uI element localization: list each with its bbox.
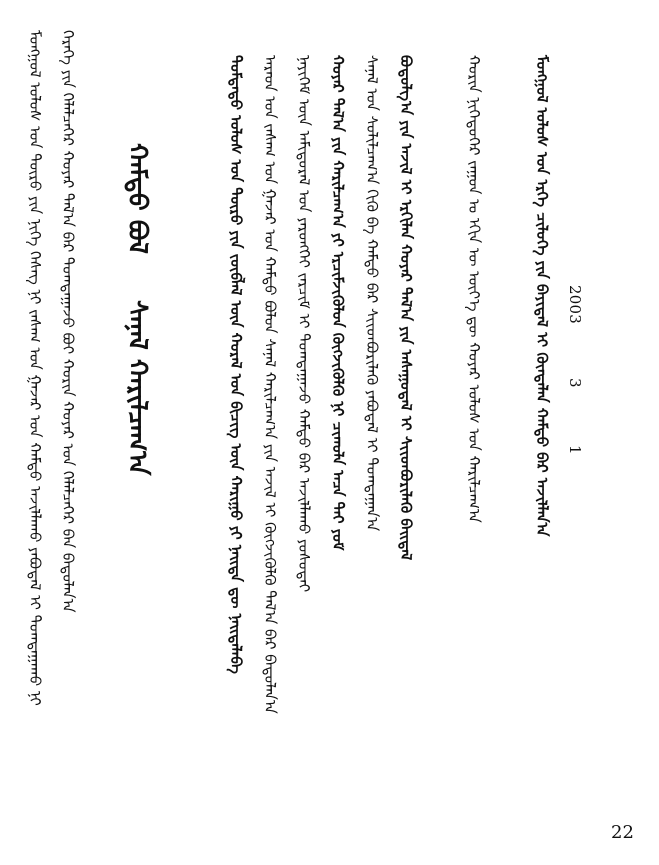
text-column-5: ᠨᠡᠶᠢᠭᠡᠮ ᠦᠨ ᠠᠮᠢᠳᠤᠷᠠᠯ ᠤᠨ ᠶᠡᠷᠦᠩᠬᠡᠢ ᠵᠠᠷᠴᠢᠮ ᠢ ᠲᠣᠭᠲᠠᠭᠠᠵᠤ ᠬᠠᠮᠲᠤ ᠪᠡᠷ ᠠᠵᠢᠯᠯᠠᠬᠤ ᠶᠤᠰᠤᠲᠠᠢ bbox=[295, 55, 313, 593]
text-column-9: ᠬᠣᠷᠢᠨ ᠨᠢᠭᠡᠳᠦᠭᠡᠷ ᠵᠠᠭᠤᠨ ᠤ ᠡᠬᠢᠨ ᠦ ᠦᠶ᠎ᠡ ᠳᠦ ᠬᠣᠶᠠᠷ ᠤᠯᠤᠰ ᠤᠨ ᠬᠠᠷᠢᠯᠴᠠᠭ᠎ᠠ bbox=[465, 55, 483, 523]
text-column-10: ᠮᠣᠩᠭᠣᠯ ᠤᠯᠤᠰ ᠤᠨ ᠡᠷᠬᠡ ᠴᠢᠯᠥᠭᠡ ᠶᠢᠨ ᠪᠠᠶᠢᠳᠠᠯ ᠢ ᠬᠥᠨᠳᠡᠯᠡᠨ ᠬᠠᠮᠲᠤ ᠪᠡᠷ ᠠᠵᠢᠯᠯᠠᠨ᠎ᠠ bbox=[533, 55, 551, 537]
text-column-6: ᠬᠣᠶᠠᠷ ᠲᠠᠯ᠎ᠠ ᠶᠢᠨ ᠬᠠᠷᠢᠯᠴᠠᠭ᠎ᠠ ᠶᠢ ᠡᠷᠴᠢᠮᠵᠢᠭᠦᠯᠦᠨ ᠬᠥᠭᠵᠢᠭᠦᠯᠬᠦ ᠨᠢ ᠴᠢᠬᠤᠯᠠ ᠠᠴᠠ ᠲᠠᠢ ᠶᠤᠮ bbox=[329, 55, 347, 551]
year-marker: 2003 bbox=[566, 285, 584, 324]
page-number: 22 bbox=[611, 822, 634, 843]
text-column-4: ᠠᠷᠠᠳ ᠤᠨ ᠵᠠᠰᠠᠭ ᠤᠨ ᠭᠠᠵᠠᠷ ᠤᠨ ᠬᠠᠮᠲᠤ ᠪᠣᠯᠤᠨ ᠰᠠᠨᠠᠯ ᠬᠠᠷᠢᠯᠴᠠᠭ᠎ᠠ ᠶᠢᠨ ᠠᠵᠢᠯ ᠢ ᠬᠥᠭᠵᠢᠭᠦᠯᠬᠦ ᠲᠠᠯ᠎ᠠ ᠪᠠᠷ ᠪᠠᠳᠤᠯᠠᠨ᠎ᠠ bbox=[261, 55, 279, 714]
title-part-1: ᠬᠠᠮᠲᠤ ᠪᠣᠯ bbox=[122, 143, 152, 254]
text-column-7: ᠰᠠᠨᠠᠯ ᠤᠨ ᠰᠣᠯᠢᠯᠴᠠᠭ᠎ᠠ ᠬᠢᠬᠦ ᠪᠠ ᠬᠠᠮᠲᠤ ᠪᠡᠷ ᠰᠢᠢᠳᠪᠦᠷᠢᠯᠡᠬᠦ ᠶᠠᠪᠤᠳᠠᠯ ᠢ ᠲᠣᠭᠲᠠᠭᠠᠨ᠎ᠠ bbox=[363, 55, 381, 532]
title-part-2: ᠰᠠᠨᠠᠯ ᠬᠠᠷᠢᠯᠴᠠᠭ᠎ᠠ bbox=[122, 300, 152, 476]
digit-3: 3 bbox=[566, 378, 584, 388]
digit-1: 1 bbox=[566, 445, 584, 455]
text-column-2: ᠭᠡᠷᠡᠭᠡ ᠶᠢᠨ ᠬᠡᠯᠡᠯᠴᠡᠭᠡᠷ ᠬᠣᠶᠠᠷ ᠲᠠᠯ᠎ᠠ ᠪᠠᠷ ᠲᠣᠭᠲᠠᠭᠠᠵᠤ ᠪᠣᠢ ᠬᠣᠷᠢᠨ ᠬᠣᠶᠠᠷ ᠤᠨ ᠬᠡᠯᠡᠯᠴᠡᠭᠡᠷ ᠪᠠᠨ ᠪᠠᠲᠤᠯᠠᠨ᠎ᠠ bbox=[59, 30, 77, 613]
text-column-8: ᠪᠣᠳᠣᠯᠭ᠎ᠠ ᠶᠢᠨ ᠠᠵᠢᠯ ᠢ ᠡᠷᠬᠢᠯᠡᠨ ᠬᠣᠶᠠᠷ ᠲᠠᠯ᠎ᠠ ᠶᠢᠨ ᠠᠰᠠᠭᠤᠳᠠᠯ ᠢ ᠰᠢᠢᠳᠪᠦᠷᠢᠯᠡᠬᠦ ᠪᠠᠢᠳᠠᠯ bbox=[397, 55, 415, 561]
text-column-1: ᠮᠣᠩᠭᠣᠯ ᠤᠯᠤᠰ ᠤᠨ ᠲᠦᠷᠦ ᠶᠢᠨ ᠨᠢᠭᠡ ᠬᠡᠰᠡᠭ ᠨᠢ ᠵᠠᠰᠠᠭ ᠤᠨ ᠭᠠᠵᠠᠷ ᠤᠨ ᠬᠠᠮᠲᠤ ᠠᠵᠢᠯᠯᠠᠬᠤ ᠶᠠᠪᠤᠳᠠᠯ ᠢ ᠲᠣᠭᠲᠠᠭᠠᠬᠤ ᠨᠢ bbox=[26, 30, 44, 706]
text-column-3: ᠳᠤᠮᠳᠠᠳᠤ ᠤᠯᠤᠰ ᠤᠨ ᠲᠦᠷᠦ ᠶᠢᠨ ᠵᠥᠪᠯᠡᠯ ᠦᠨ ᠬᠣᠷᠠᠯ ᠤᠨ ᠪᠢᠴᠢᠭ ᠦᠨ ᠬᠠᠷᠢᠭᠤ ᠶᠢ ᠨᠡᠢᠲᠡ ᠳᠦ ᠨᠡᠢᠲᠡᠯᠡᠪᠡ bbox=[227, 55, 245, 674]
